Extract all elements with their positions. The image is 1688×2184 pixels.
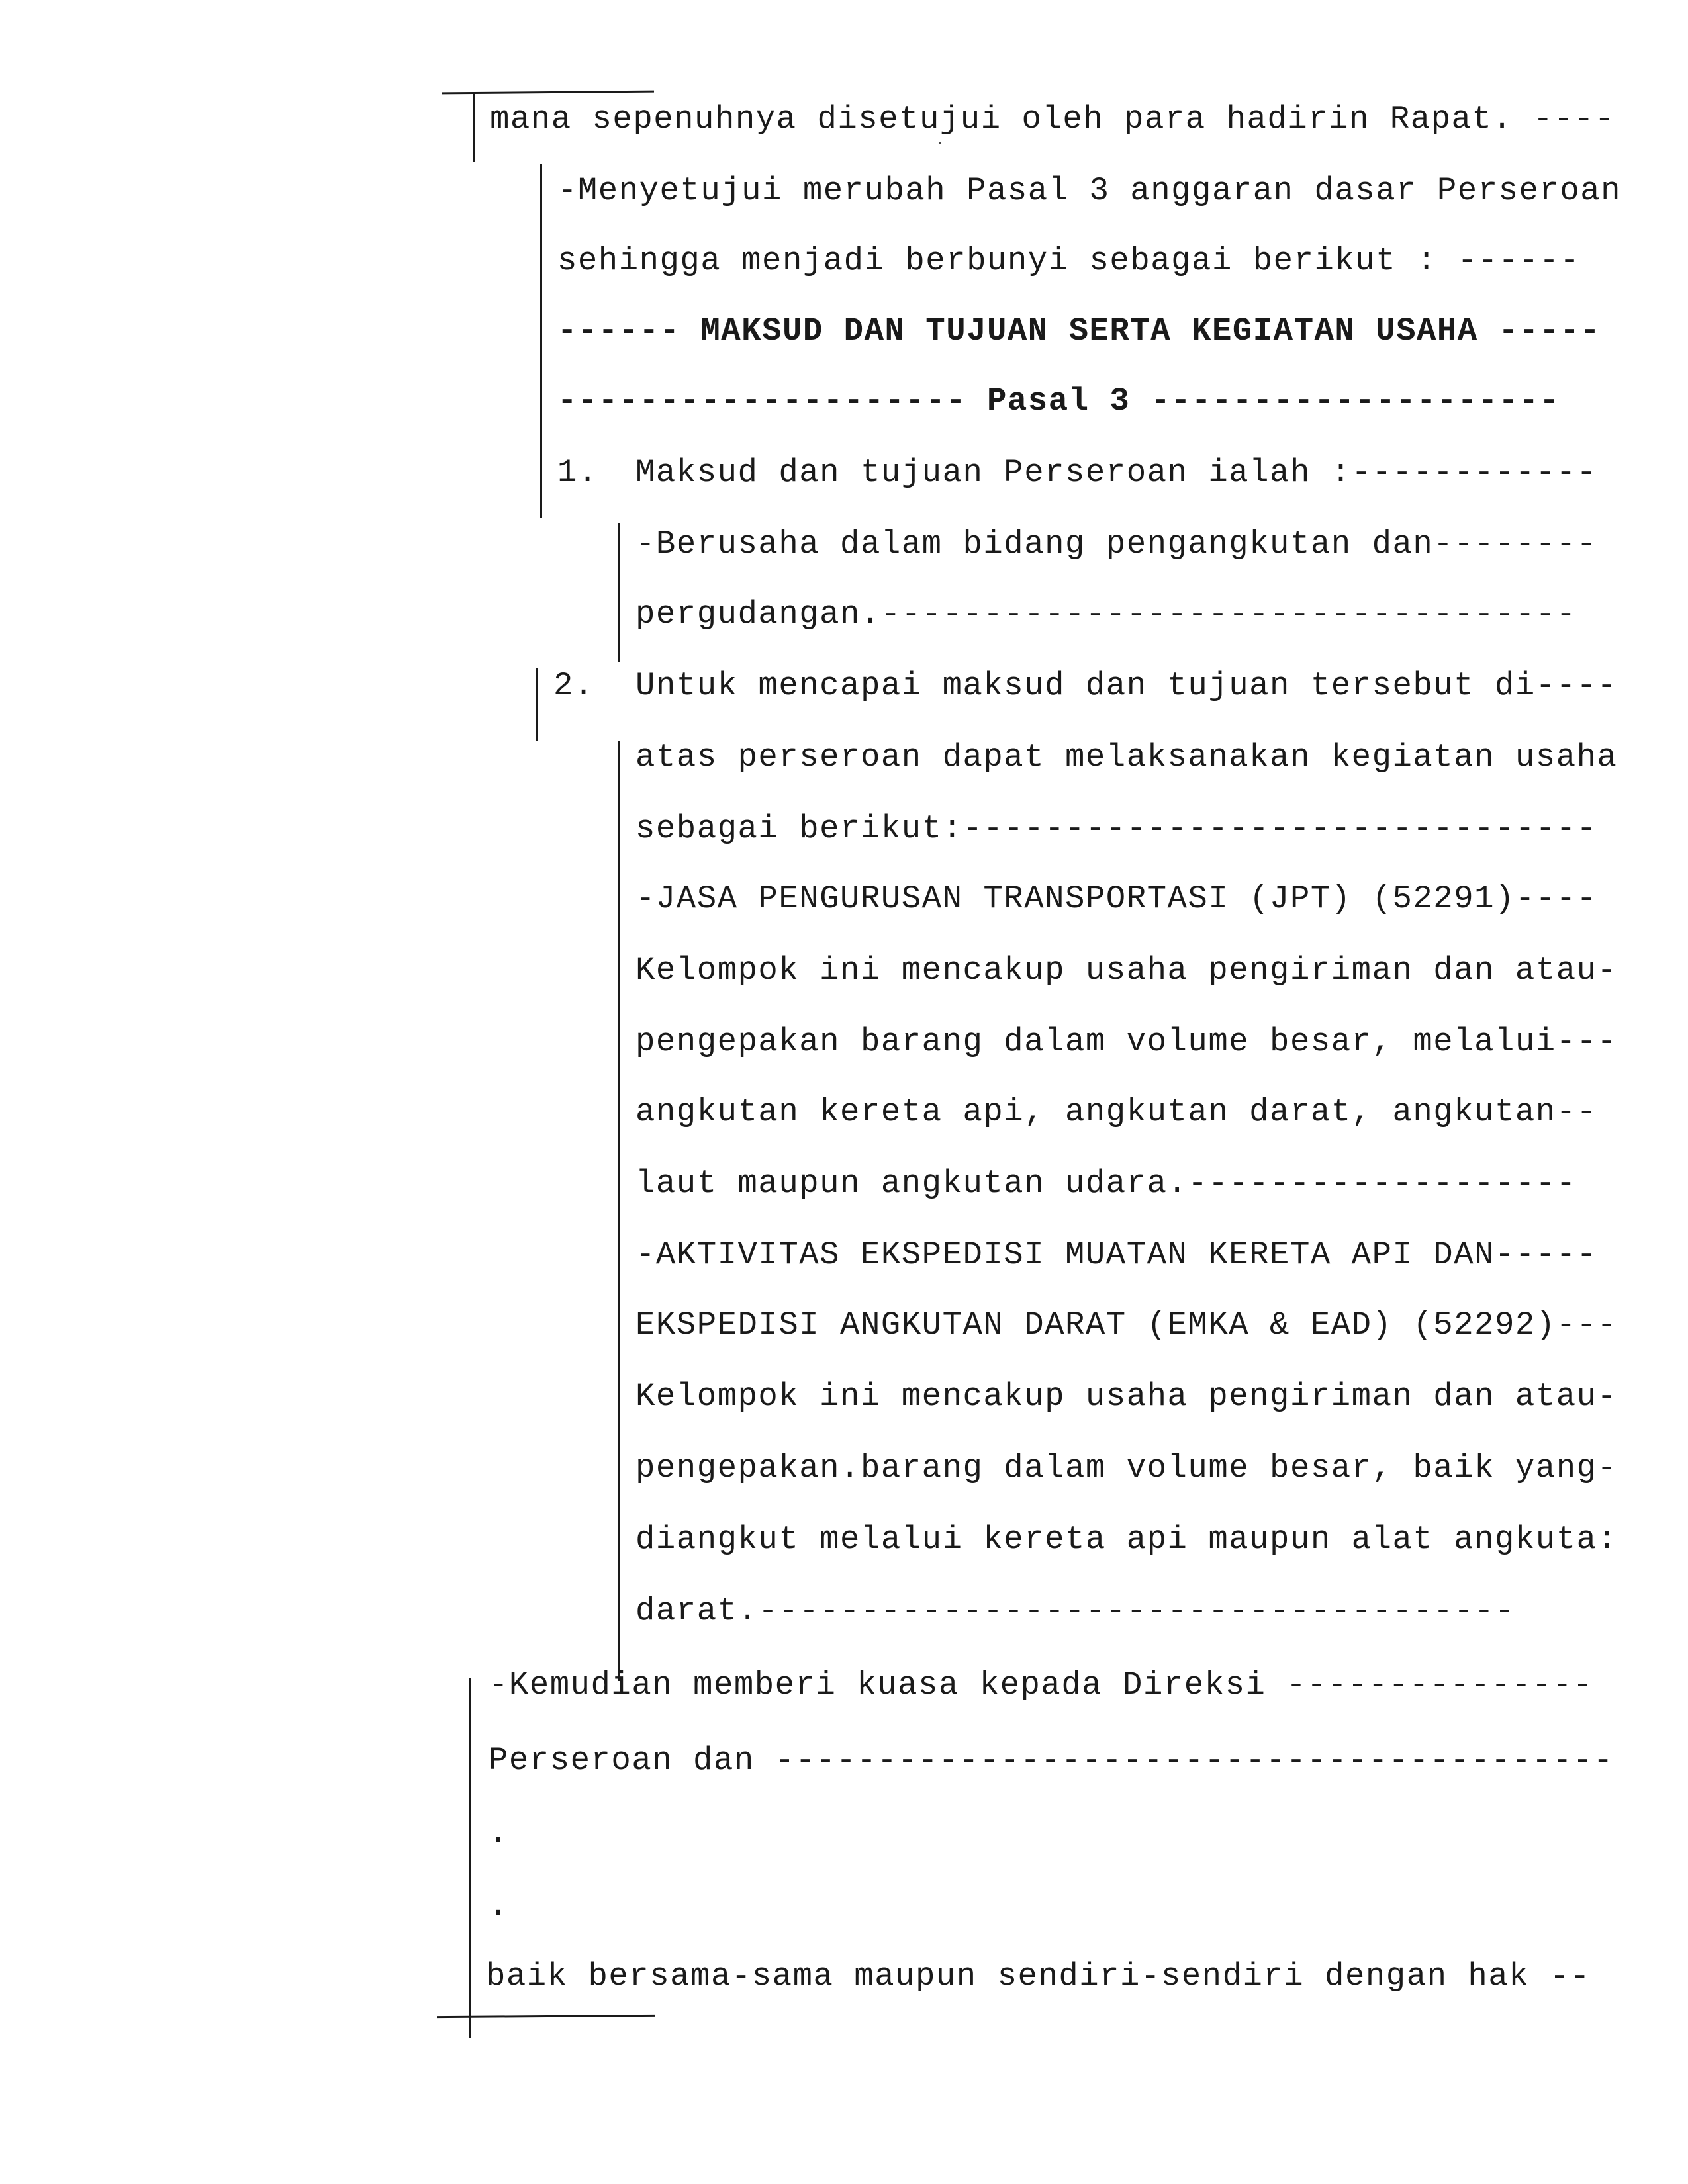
left-margin-rule-top (473, 93, 475, 162)
speck-mark (939, 142, 941, 144)
item-2-line-13: diangkut melalui kereta api maupun alat angkuta: (635, 1521, 1618, 1558)
item-2-line-14: darat.------------------------------------- (635, 1592, 1515, 1629)
item-2-line-5: Kelompok ini mencakup usaha pengiriman dan atau- (635, 952, 1618, 989)
ellipsis-dot-1: . (489, 1815, 509, 1852)
item-2-line-4: -JASA PENGURUSAN TRANSPORTASI (JPT) (52291)---- (635, 880, 1597, 917)
left-margin-rule-kuasa (469, 1678, 471, 2038)
ellipsis-dot-2: . (489, 1888, 509, 1925)
text-line-1: mana sepenuhnya disetujui oleh para hadirin Rapat. ---- (490, 101, 1615, 138)
item-2-number: 2. (553, 667, 594, 704)
text-line-kuasa-2: Perseroan dan ----------------------------------------- (489, 1742, 1614, 1779)
item-2-line-3: sebagai berikut:------------------------------- (635, 810, 1597, 847)
text-line-kuasa-1: -Kemudian memberi kuasa kepada Direksi --------------- (489, 1666, 1593, 1704)
item-2-line-8: laut maupun angkutan udara.------------------- (635, 1165, 1577, 1202)
left-margin-rule-pasal (540, 164, 542, 518)
item-2-line-11: Kelompok ini mencakup usaha pengiriman dan atau- (635, 1378, 1618, 1415)
item-1-number: 1. (557, 454, 598, 491)
item-2-line-6: pengepakan barang dalam volume besar, melalui--- (635, 1023, 1618, 1060)
text-line-2: -Menyetujui merubah Pasal 3 anggaran dasar Perseroan (557, 172, 1622, 209)
item-2-line-9: -AKTIVITAS EKSPEDISI MUATAN KERETA API DAN----- (635, 1236, 1597, 1273)
article-heading: ------ MAKSUD DAN TUJUAN SERTA KEGIATAN USAHA ----- (557, 312, 1601, 349)
item-1-text: Maksud dan tujuan Perseroan ialah :------------ (635, 454, 1597, 491)
item-2-line-2: atas perseroan dapat melaksanakan kegiatan usaha (635, 739, 1618, 776)
item-1-line-3: pergudangan.---------------------------------- (635, 596, 1577, 633)
left-margin-rule-item2 (536, 668, 538, 741)
item-2-line-10: EKSPEDISI ANGKUTAN DARAT (EMKA & EAD) (52292)--- (635, 1306, 1618, 1343)
item-2-line-12: pengepakan.barang dalam volume besar, baik yang- (635, 1449, 1618, 1486)
left-margin-rule-item1 (618, 523, 620, 662)
item-2-line-7: angkutan kereta api, angkutan darat, angkutan-- (635, 1093, 1597, 1130)
item-1-line-2: -Berusaha dalam bidang pengangkutan dan-------- (635, 525, 1597, 563)
text-line-3: sehingga menjadi berbunyi sebagai berikut : ------ (557, 242, 1581, 279)
item-2-text: Untuk mencapai maksud dan tujuan tersebut di---- (635, 667, 1618, 704)
article-number: -------------------- Pasal 3 -------------------- (557, 383, 1560, 420)
text-line-last: baik bersama-sama maupun sendiri-sendiri dengan hak -- (486, 1958, 1591, 1995)
left-margin-rule-activities (618, 741, 620, 1681)
